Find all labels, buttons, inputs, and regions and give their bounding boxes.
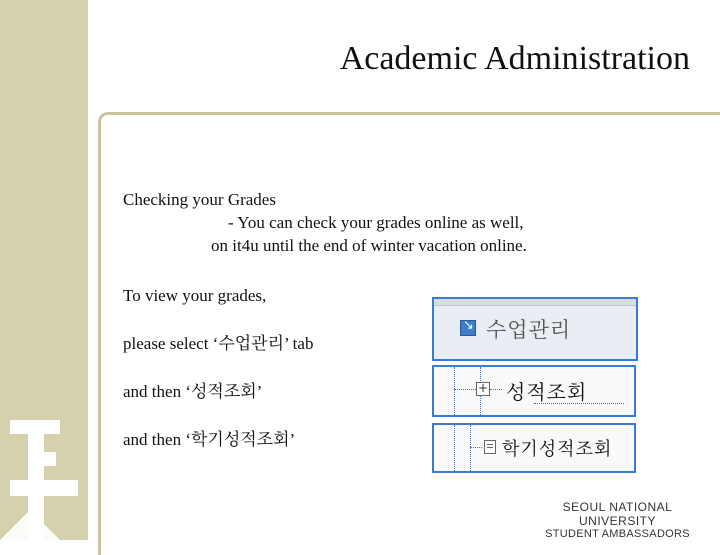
- tree-branch: [490, 389, 502, 390]
- heading-checking-grades: Checking your Grades: [123, 190, 276, 209]
- body-line-then-semester: and then ‘학기성적조회’: [123, 430, 296, 449]
- tree-branch: [470, 447, 482, 448]
- body-line-online: - You can check your grades online as well,: [228, 213, 524, 232]
- screenshot-tree-item: [432, 365, 636, 417]
- expand-arrow-icon: ↘: [460, 320, 476, 336]
- slide-title: Academic Administration: [339, 40, 690, 77]
- side-strip: [0, 0, 88, 540]
- tree-line: [454, 367, 455, 415]
- expand-plus-icon: +: [477, 381, 489, 395]
- tree-branch: [454, 389, 476, 390]
- footer-university: SEOUL NATIONAL UNIVERSITY: [562, 500, 673, 528]
- body-line-view-grades: To view your grades,: [123, 286, 267, 305]
- footer-ambassadors: STUDENT AMBASSADORS: [545, 528, 690, 540]
- screenshot-menu-tab: [432, 297, 638, 361]
- footer-branding: [525, 500, 710, 540]
- menu-item-label: 수업관리: [486, 318, 572, 342]
- sub-item-label: 학기성적조회: [502, 439, 613, 460]
- tree-item-label: 성적조회: [506, 380, 588, 404]
- tree-item-underline: [534, 403, 624, 404]
- body-line-select-tab: please select ‘수업관리’ tab: [123, 334, 314, 353]
- document-icon: [484, 440, 496, 454]
- tree-line: [454, 425, 455, 471]
- university-logo-icon: [0, 400, 88, 540]
- screenshot-sub-item: [432, 423, 636, 473]
- tree-line: [470, 425, 471, 471]
- body-line-then-grades: and then ‘성적조회’: [123, 382, 263, 401]
- menu-top-divider: [434, 299, 636, 306]
- body-line-it4u: on it4u until the end of winter vacation online.: [211, 236, 527, 255]
